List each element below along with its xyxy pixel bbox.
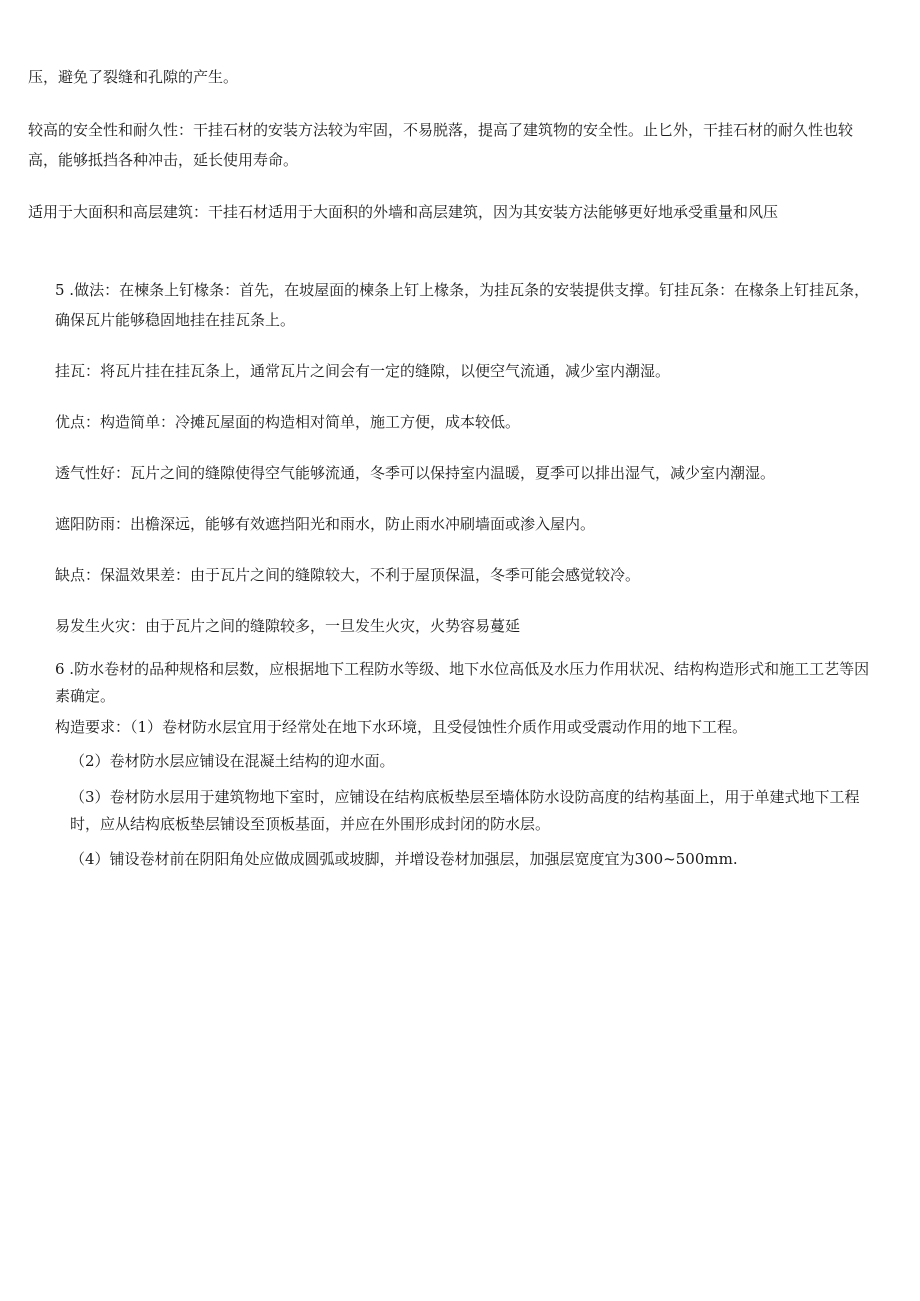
paragraph-large-area-high-rise: 适用于大面积和高层建筑：干挂石材适用于大面积的外墙和高层建筑，因为其安装方法能够更好地承受重量和风压 (28, 203, 779, 221)
paragraph-disadvantages: 缺点：保温效果差：由于瓦片之间的缝隙较大，不利于屋顶保温，冬季可能会感觉较冷。 (55, 566, 641, 584)
paragraph-advantages: 优点：构造简单：冷摊瓦屋面的构造相对简单，施工方便，成本较低。 (55, 413, 521, 431)
paragraph-fire-risk: 易发生火灾：由于瓦片之间的缝隙较多，一旦发生火灾，火势容易蔓延 (55, 617, 521, 635)
paragraph-item-6-waterproofing: 6 .防水卷材的品种规格和层数，应根据地下工程防水等级、地下水位高低及水压力作用状况、结构构造形式和施工工艺等因素确定。 (55, 660, 870, 705)
paragraph-item-5-method: 5 .做法：在楝条上钉椽条：首先，在坡屋面的楝条上钉上椽条，为挂瓦条的安装提供支撑。钉挂瓦条：在椽条上钉挂瓦条，确保瓦片能够稳固地挂在挂瓦条上。 (55, 281, 870, 329)
paragraph-requirement-4: （4）铺设卷材前在阴阳角处应做成圆弧或坡脚，并增设卷材加强层，加强层宽度宜为300~500mm. (70, 850, 738, 868)
paragraph-safety-durability: 较高的安全性和耐久性：干挂石材的安装方法较为牢固，不易脱落，提高了建筑物的安全性。止匕外，干挂石材的耐久性也较高，能够抵挡各种冲击，延长使用寿命。 (28, 121, 854, 169)
paragraph-construction-requirements: 构造要求：（1）卷材防水层宜用于经常处在地下水环境，且受侵蚀性介质作用或受震动作用的地下工程。 (55, 718, 748, 736)
paragraph-ventilation: 透气性好：瓦片之间的缝隙使得空气能够流通，冬季可以保持室内温暖，夏季可以排出湿气，减少室内潮湿。 (55, 464, 776, 482)
paragraph-hanging-tiles: 挂瓦：将瓦片挂在挂瓦条上，通常瓦片之间会有一定的缝隙，以便空气流通，减少室内潮湿。 (55, 362, 671, 380)
paragraph-shade-rain: 遮阳防雨：出檐深远，能够有效遮挡阳光和雨水，防止雨水冲刷墙面或渗入屋内。 (55, 515, 596, 533)
paragraph-stone-cladding-continuation: 压，避免了裂缝和孔隙的产生。 (28, 68, 239, 86)
paragraph-requirement-2: （2）卷材防水层应铺设在混凝土结构的迎水面。 (70, 752, 395, 770)
paragraph-requirement-3: （3）卷材防水层用于建筑物地下室时，应铺设在结构底板垫层至墙体防水设防高度的结构基面上，用于单建式地下工程时，应从结构底板垫层铺设至顶板基面，并应在外围形成封闭的防水层。 (70, 788, 860, 833)
